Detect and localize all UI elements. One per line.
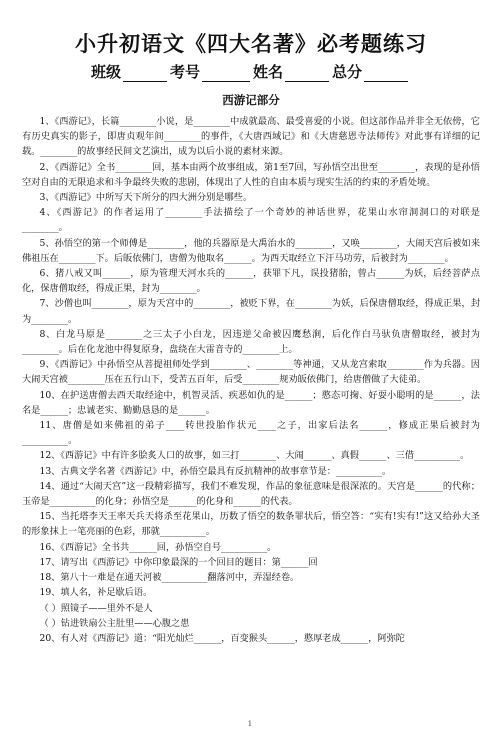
question-2: 2、《西游记》全书________回，基本由两个故事组成，第1至7回，写孙悟空出世至________，表现的是孙悟空对自由的无限追求和斗争最终失败的悲剧，体现出了人性的自由本质与现实生活的约束的矛盾处境。 bbox=[22, 161, 480, 188]
question-12: 12、《西游记》中有许多脍炙人口的故事，如三打________、大闹______、真假______、三借__________。 bbox=[39, 450, 470, 462]
question-7: 7、沙僧也叫________，原为天宫中的________，被贬下界，在________为妖，后保唐僧取经，得成正果，封为________。 bbox=[22, 298, 480, 325]
exam-number-blank[interactable] bbox=[202, 65, 250, 82]
question-11: 11、唐僧是如来佛祖的弟子____转世投胎作状元____之子，出家后法名______，修成正果后被封为__________。 bbox=[22, 420, 480, 447]
question-3: 3、《西游记》中所写天下所分的四大洲分别是哪些。 bbox=[39, 192, 253, 204]
question-19: 19、填人名，补足歇后语。 bbox=[39, 587, 153, 599]
question-18: 18、第八十一难是在通天河被__________翻落河中，弄湿经卷。 bbox=[39, 572, 300, 584]
class-label: 班级 bbox=[90, 63, 121, 81]
page-number: 1 bbox=[247, 720, 253, 728]
question-20: 20、有人对《西游记》道：“阳光灿烂______，百变猴头______，憨厚老成______，阿弥陀 bbox=[39, 632, 405, 644]
question-13: 13、古典文学名著《西游记》中，孙悟空最具有反抗精神的故事章节是：__________。 bbox=[39, 465, 392, 477]
question-19-option-2: （ ）钻进铁扇公主肚里——心腹之患 bbox=[39, 617, 190, 629]
exam-number-label: 考号 bbox=[169, 63, 200, 81]
name-blank[interactable] bbox=[285, 65, 329, 82]
name-label: 姓名 bbox=[253, 63, 284, 81]
question-16: 16、《西游记》全书共______回，孙悟空自号__________。 bbox=[39, 541, 277, 553]
student-info-line bbox=[22, 62, 480, 82]
question-list bbox=[22, 114, 480, 646]
question-5: 5、孙悟空的第一个师傅是________，他的兵器原是大禹治水的________，又唤________，大闹天宫后被如来佛祖压在________下。后皈依佛门，唐僧为他取名______。为西天取经立下汗马功劳，后被封为________。 bbox=[22, 237, 481, 264]
page-title: 小升初语文《四大名著》必考题练习 bbox=[75, 32, 427, 56]
question-17: 17、请写出《西游记》中你印象最深的一个回目的题目：第______回 bbox=[39, 556, 318, 568]
class-blank[interactable] bbox=[123, 65, 167, 82]
question-14: 14、通过“大闹天宫”这一段精彩描写，我们不难发现，作品的象征意味是很深浓的。天宫是______的代称；玉帝是__________的化身；孙悟空是______的化身和______的代表。 bbox=[22, 480, 480, 508]
section-title: 西游记部分 bbox=[222, 93, 280, 107]
question-8: 8、白龙马原是________之三太子小白龙，因违逆父命被囚鹰愁涧，后化作白马驮负唐僧取经，被封为________。后在化龙池中得复原身，盘绕在大雷音寺的________上。 bbox=[22, 328, 480, 356]
question-19-option-1: （ ）照镜子——里外不是人 bbox=[39, 602, 153, 614]
question-10: 10、在护送唐僧去西天取经途中，机智灵活、疾恶如仇的是______；憨态可掬、好耍小聪明的是______，法名是______；忠诚老实、勤勤恳恳的是______。 bbox=[22, 389, 480, 416]
question-4: 4、《西游记》的作者运用了________手法描绘了一个奇妙的神话世界，花果山水帘洞洞口的对联是________。 bbox=[22, 207, 480, 234]
document-page bbox=[0, 30, 500, 738]
question-15: 15、当托塔李天王率天兵天将杀至花果山，历数了悟空的数条罪状后，悟空答：“实有!实有!”这又给孙大圣的形象抹上一笔亮丽的色彩，那就__________。 bbox=[22, 511, 480, 538]
question-1: 1、《西游记》，长篇________小说，是________中成就最高、最受喜爱的小说。但这部作品并非全无依傍，它有历史真实的影子，即唐贞观年间________的事件，《大唐西域记》和《大唐慈恩寺法师传》对此事有详细的记载。________的故事经民间文艺演出，成为以后小说的素材来源。 bbox=[22, 116, 480, 158]
score-blank[interactable] bbox=[364, 65, 408, 82]
score-label: 总分 bbox=[332, 63, 363, 81]
question-6: 6、猪八戒又叫______，原为管理天河水兵的______，获罪下凡，误投猪胎，曾占______为妖，后经菩萨点化，保唐僧取经，得成正果，封为________。 bbox=[22, 268, 480, 295]
question-9: 9、《西游记》中孙悟空从菩提祖师处学到________、________等神通，又从龙宫索取________作为兵器。因大闹天宫被________压在五行山下，受苦五百年，后受________规劝皈依佛门，给唐僧做了大徒弟。 bbox=[22, 359, 480, 386]
